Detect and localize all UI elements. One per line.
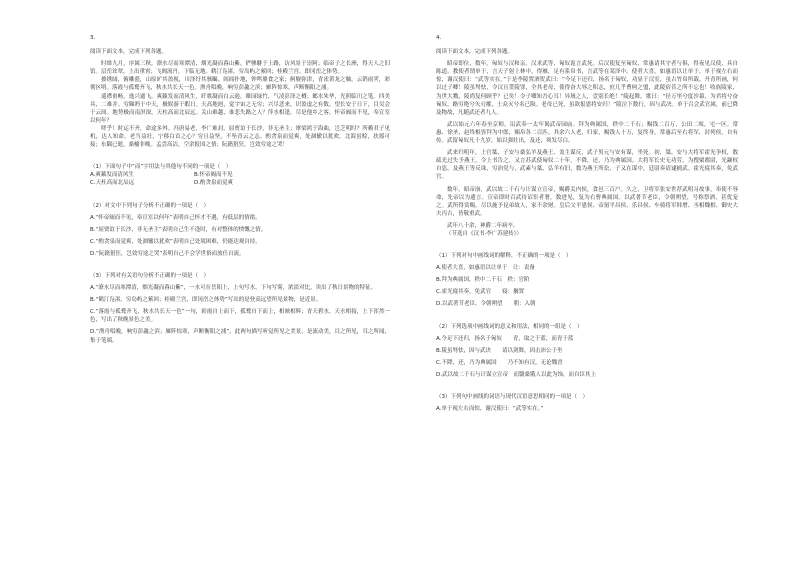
- option-c[interactable]: C.不降，还，乃为典属国 乃不知有汉，无论魏晋: [436, 359, 563, 366]
- option-c[interactable]: C.“酌贪泉而觉爽，处涸辙以犹欢”表明自己处境困难，仍能达观自持。: [90, 238, 261, 245]
- option-d[interactable]: D.武以故二千石与计谋立宣帝 而翳桑饿人以此为饰，而自臣其上: [436, 371, 596, 378]
- question-stem: （3）下列句中画线的词语与现代汉语意思相同的一项是（ ）: [436, 394, 589, 400]
- option-b[interactable]: B.“屈贾谊于长沙，非无圣主”表明自己生不逢时，有对整体的愤慨之情。: [90, 226, 267, 233]
- question-stem: （2）下列选项中画线词的意义和用法，相同的一组是（ ）: [436, 323, 583, 330]
- source-citation: （节选自《汉书·李广苏建传》）: [446, 230, 522, 237]
- option-d[interactable]: D.“渔舟唱晚，响穷彭蠡之滨；雁阵惊寒，声断衡阳之浦”，此两句描写听觉所见之美景，是流动美，目之所见，耳之所闻，集于笔端。: [90, 329, 390, 344]
- question-stem: （1）下面句子中“而”字用法与其他句不同的一项是（ ）: [90, 164, 232, 171]
- question-stem: （1）下列对句中画线词的解释，不正确的一项是（ ）: [436, 253, 572, 260]
- option-a[interactable]: A.“怀帝阍而不见，奉宣室以何年”表明自己怀才不遇，有低层的情绪。: [90, 214, 261, 221]
- instruction: 阅读下面文本，完成下列各题。: [436, 49, 514, 56]
- passage-paragraph: 武年八十余，神爵二年病卒。: [447, 222, 519, 229]
- option-c[interactable]: C.天柱高而北辰远: [90, 180, 135, 187]
- options-grid: [90, 171, 290, 187]
- option-c[interactable]: C.霍光寝其奏，免武官 寝：搁置: [436, 289, 525, 296]
- option-a[interactable]: A.使者大喜，如惠语以让单于 让：责备: [436, 265, 535, 272]
- passage-paragraph: 嗟乎！时运不齐，命途多舛。冯唐易老，李广难封。屈贾谊于长沙，非无圣主；窜梁鸿于海曲，岂乏明时？所赖君子见机，达人知命。老当益壮，宁移白首之心？穷且益坚，不坠青云之志。酌贪泉而觉爽，处涸辙以犹欢。北海虽赊，扶摇可接；东隅已逝，桑榆非晚。孟尝高洁，空余报国之情；阮籍猖狂，岂效穷途之哭！: [90, 125, 390, 149]
- option-a[interactable]: A.单于视左右而惊，谢汉使曰：“武等实在。”: [436, 406, 544, 413]
- passage-paragraph: 遥襟甫畅，逸兴遄飞。爽籁发而清风生，纤歌凝而白云遏。睢园绿竹，气凌彭泽之樽；邺水朱华，光照临川之笔。四美具，二难并。穷睇眄于中天，极娱游于暇日。天高地迥，觉宇宙之无穷；兴尽悲来，识盈虚之有数。望长安于日下，目吴会于云间。地势极而南溟深，天柱高而北辰远。关山难越，谁悲失路之人？萍水相逢，尽是他乡之客。怀帝阍而不见，奉宣室以何年？: [90, 93, 390, 124]
- option-a[interactable]: A.爽籁发而清风生: [90, 172, 134, 179]
- passage-paragraph: 武以始元六年春至京师。诏武奉一太牢谒武帝园庙。拜为典属国，秩中二千石；赐钱二百万，公田二顷，宅一区。常惠、徐圣、赵终根皆拜为中郎，赐帛各二百匹。其余六人老，归家，赐钱人十万，复终身。常惠后至右将军，封列侯，自有传。武留匈奴凡十九岁，始以强壮出，及还，须发尽白。: [436, 121, 738, 145]
- question-stem: （3）下列对有关语句分析不正确的一项是（ ）: [90, 272, 210, 279]
- passage-paragraph: 披绣闼，俯雕甍，山原旷其盈视，川泽纡其骇瞩。闾阎扑地，钟鸣鼎食之家；舸舰弥津，青雀黄龙之舳。云销雨霁，彩彻区明。落霞与孤鹜齐飞，秋水共长天一色。渔舟唱晚，响穷彭蠡之滨；雁阵惊寒，声断衡阳之浦。: [90, 77, 390, 92]
- passage-paragraph: 数年，昭帝崩，武以故二千石与计谋立宣帝，赐爵关内侯，食邑三百户。久之，卫将军张安世荐武明习故事，奉使不辱命，先帝以为遗言。宣帝即时召武待诏宦者署，数进见，复为右曹典属国。以武著节老臣，令朝朔望，号称祭酒，甚优宠之。武所得赏赐，尽以施予昆弟故人，家不余财。皇后父平恩侯、帝舅平昌侯、乐昌侯、车骑将军韩增、丞相魏相、御史大夫丙吉，皆敬重武。: [436, 186, 738, 217]
- option-c[interactable]: C.“落霞与孤鹜齐飞，秋水共长天一色”一句，彩霞自上而下，孤鹜自下而上，相映相辉；青天碧水，天水相接，上下浑然一色，写出了秋晚景色之美。: [90, 309, 390, 324]
- passage-paragraph: 武来归明年，上官桀、子安与桑弘羊及燕王、盖主谋反，武子男元与安有谋，坐死。初，桀、安与大将军霍光争权，数疏光过失予燕王，令上书告之。又言苏武使匈奴二十年，不降，还，乃为典属国。大将军长史无功劳，为搜粟都尉，光颛权自恣。及燕王等反诛，穷治党与，武素与桀、弘羊有旧，数为燕王所讼，子又在谋中，廷尉奏请逮捕武。霍光寝其奏，免武官。: [436, 150, 738, 181]
- left-column: [90, 34, 390, 345]
- option-d[interactable]: D.以武著节老臣，令朝朔望 朝：入朝: [436, 301, 536, 308]
- option-a[interactable]: A.今足下还归，扬名于匈奴 青，取之于蓝，而青于蓝: [436, 335, 574, 342]
- option-d[interactable]: D.“阮籍猖狂，岂效穷途之哭”表明自己不会学世俗而放任自流。: [90, 250, 245, 257]
- option-b[interactable]: B.陵虽驽怯，因与武诀 请以剑舞，因击沛公于坐: [436, 347, 563, 354]
- question-number: 3.: [90, 35, 96, 41]
- right-column: [436, 34, 738, 413]
- option-b[interactable]: B.拜为典属国，秩中二千石 秩：官阶: [436, 277, 530, 284]
- option-b[interactable]: B.怀帝阍而不见: [194, 172, 233, 179]
- instruction: 阅读下面文本，完成下列各题。: [90, 49, 168, 56]
- option-a[interactable]: A.“潦水尽而寒潭清，烟光凝而暮山紫”，一水可在岳阳上，上句写水，下句写雾，浓淡对比，突出了秋日景物的特征。: [90, 285, 377, 292]
- question-number: 4.: [436, 35, 442, 41]
- question-stem: （2）对文中下列句子分析不正确的一项是（ ）: [90, 202, 210, 209]
- option-b[interactable]: B.“鹤汀凫渚，穷岛屿之萦回；桂殿兰宫，即冈峦之体势”写出的是登高远望所见景物，是近景。: [90, 297, 322, 304]
- passage-paragraph: 时维九月，序属三秋。潦水尽而寒潭清，烟光凝而暮山紫。俨骖騑于上路，访风景于崇阿；临帝子之长洲，得天人之旧馆。层峦耸翠，上出重霄；飞阁流丹，下临无地。鹤汀凫渚，穷岛屿之萦回；桂殿兰宫，即冈峦之体势。: [90, 61, 390, 76]
- option-d[interactable]: D.酌贪泉而觉爽: [194, 180, 233, 187]
- passage-paragraph: 昭帝即位，数年，匈奴与汉和亲。汉求武等，匈奴诡言武死。后汉使复至匈奴，常惠请其守者与俱，得夜见汉使，具自陈道。教使者谓单于，言天子射上林中，得雁，足有系帛书，言武等在某泽中。使者大喜，如惠语以让单于。单于视左右而惊，谢汉使曰：“武等实在。”于是李陵置酒贺武曰：“今足下还归，扬名于匈奴，功显于汉室，虽古竹帛所载，丹青所画，何以过子卿！陵虽驽怯，令汉且贳陵罪，全其老母，使得奋大辱之积志，庶几乎曹柯之盟，此陵宿昔之所不忘也！收族陵家，为世大戮，陵尚复何顾乎？已矣！令子卿知吾心耳！异域之人，壹别长绝！”陵起舞，歌曰：“径万里兮度沙幕，为君将兮奋匈奴。路穷绝兮矢刃摧，士众灭兮名已陨。老母已死，虽欲报恩将安归！”陵泣下数行，因与武决。单于召会武官属，前已降及物故，凡随武还者九人。: [436, 61, 738, 116]
